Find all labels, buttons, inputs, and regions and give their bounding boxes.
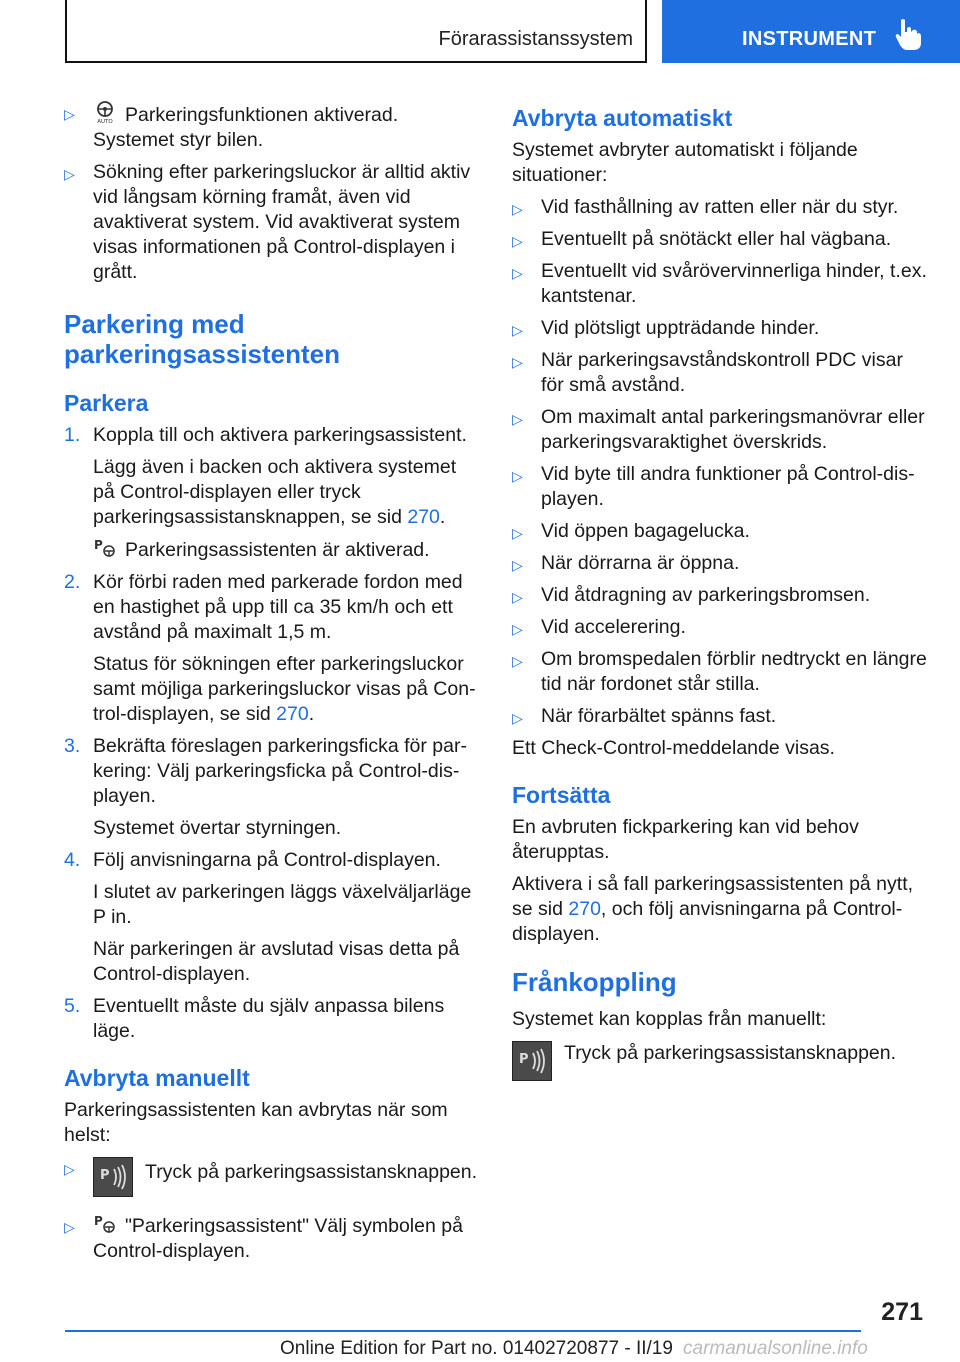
hand-pointer-icon [895,18,923,52]
bullet-text: Vid accelerering. [541,616,686,638]
step-number: 1. [64,424,81,446]
note-text: Lägg även i backen och aktivera systemet på Control-displayen eller tryck parkeringsassistansknappen, se sid [93,456,457,528]
step-text: Kör förbi raden med parkerade fordon med en hastighet på upp till ca 35 km/h och ett avstånd på maximalt 1,5 m. [93,571,463,643]
list-item [64,100,479,153]
paragraph-text: , och följ anvisningarna på Control-displayen. [512,898,903,945]
step-note [64,537,479,563]
list-item [512,551,928,576]
step-item [64,848,479,873]
list-item [64,160,479,285]
list-item [64,1213,479,1264]
bullet-text: Om bromspedalen förblir nedtryckt en längre tid när fordonet står stilla. [541,648,927,695]
bullet-text: Eventuellt vid svårövervinnerliga hinder, t.ex. kantstenar. [541,260,927,307]
header-chapter-tab [662,0,960,63]
step-note: Systemet övertar styrningen. [93,817,342,839]
triangle-bullet-icon: ▷ [64,106,75,122]
step-item [64,734,479,809]
step-text: Bekräfta föreslagen parkeringsficka för parkering: Välj parkeringsficka på Control-displayen. [93,735,467,807]
svg-text:P: P [519,1052,529,1067]
svg-text:P: P [94,1214,103,1228]
list-item [512,316,928,341]
list-item [512,704,928,729]
paragraph-text: Aktivera i så fall parkeringsassistenten på nytt, se sid [512,873,914,920]
list-item [512,259,928,309]
bullet-text: När dörrarna är öppna. [541,552,740,574]
bullet-text: Vid öppen bagagelucka. [541,520,750,542]
bullet-text: Eventuellt på snötäckt eller hal vägbana. [541,228,892,250]
step-note [64,652,479,727]
paragraph: Parkeringsassistenten kan avbrytas när som helst: [64,1099,448,1146]
triangle-bullet-icon: ▷ [64,1161,75,1177]
section-heading-off: Frånkoppling [512,967,677,997]
step-number: 4. [64,849,81,871]
page-link[interactable]: 270 [568,898,601,920]
note-text: . [439,506,446,528]
step-item [64,570,479,645]
triangle-bullet-icon: ▷ [512,322,523,338]
bullet-text: När förarbältet spänns fast. [541,705,777,727]
note-text: . [308,703,315,725]
note-text: Status för sökningen efter parkeringsluckor samt möjliga parkeringsluckor visas på Control-displayen, se sid [93,653,476,725]
list-item [512,583,928,608]
list-item [512,405,928,455]
bullet-text: Vid byte till andra funktioner på Control-displayen. [541,463,915,510]
triangle-bullet-icon: ▷ [512,589,523,605]
triangle-bullet-icon: ▷ [512,710,523,726]
triangle-bullet-icon: ▷ [512,557,523,573]
bullet-text: När parkeringsavståndskontroll PDC visar för små avstånd. [541,349,903,396]
list-item [512,348,928,398]
triangle-bullet-icon: ▷ [512,653,523,669]
triangle-bullet-icon: ▷ [512,621,523,637]
park-assist-icon [93,537,117,559]
note-text: Parkeringsassistenten är aktiverad. [125,539,430,561]
header-chapter-title: INSTRUMENT [742,28,877,50]
instruction-text: Tryck på parkeringsassistansknappen. [564,1042,897,1064]
footer-watermark: carmanualsonline.info [683,1338,868,1359]
paragraph: Systemet avbryter automatiskt i följande situationer: [512,139,858,186]
paragraph: Ett Check-Control-meddelande visas. [512,737,835,759]
park-assist-button-icon [512,1041,552,1081]
section-heading: Parkering med parkeringsassistenten [64,309,341,369]
triangle-bullet-icon: ▷ [64,1219,75,1235]
step-number: 3. [64,735,81,757]
step-text: Följ anvisningarna på Control-displayen. [93,849,441,871]
subsection-heading-park: Parkera [64,390,149,416]
list-item [512,227,928,252]
step-item [64,994,479,1044]
page-link[interactable]: 270 [407,506,440,528]
steering-wheel-auto-icon [93,100,117,124]
list-item [512,615,928,640]
triangle-bullet-icon: ▷ [512,265,523,281]
auto-cancel-list [512,195,928,729]
page-link[interactable]: 270 [276,703,309,725]
step-note: I slutet av parkeringen läggs växelväljarläge P in. [93,881,472,928]
list-item [64,1155,479,1201]
triangle-bullet-icon: ▷ [512,354,523,370]
page-number: 271 [881,1298,923,1326]
bullet-text: "Parkeringsassistent" Välj symbolen på Control-displayen. [93,1215,463,1262]
header-section-title: Förarassistanssystem [438,28,633,50]
list-item [512,195,928,220]
list-item [512,647,928,697]
paragraph: Systemet kan kopplas från manuellt: [512,1008,827,1030]
step-note: När parkeringen är avslutad visas detta på Control-displayen. [93,938,460,985]
bullet-text: Sökning efter parkeringsluckor är alltid aktiv vid långsam körning framåt, även vid avaktiverat system. Vid avaktiverat system visas informationen på Control-displayen i grått. [93,161,471,283]
triangle-bullet-icon: ▷ [512,525,523,541]
subsection-heading-manual: Avbryta manuellt [64,1065,250,1091]
triangle-bullet-icon: ▷ [512,233,523,249]
subsection-heading-auto: Avbryta automatiskt [512,105,733,131]
paragraph [512,872,928,947]
right-column [512,100,928,1097]
header-section-box [65,0,647,63]
list-item [512,462,928,512]
park-assist-button-icon [93,1157,133,1197]
step-note [64,455,479,530]
bullet-text: Vid plötsligt uppträdande hinder. [541,317,820,339]
left-column [64,100,479,1271]
step-text: Eventuellt måste du själv anpassa bilens läge. [93,995,445,1042]
bullet-text: Vid fasthållning av ratten eller när du styr. [541,196,899,218]
triangle-bullet-icon: ▷ [512,411,523,427]
list-item [512,1039,928,1085]
step-number: 5. [64,995,81,1017]
step-number: 2. [64,571,81,593]
subsection-heading-continue: Fortsätta [512,782,611,808]
footer-edition: Online Edition for Part no. 01402720877 - II/19 [280,1338,673,1359]
triangle-bullet-icon: ▷ [512,468,523,484]
footer-divider [65,1330,861,1332]
svg-text:P: P [100,1168,110,1183]
bullet-text: Parkeringsfunktionen aktiverad. Systemet styr bilen. [93,104,399,151]
park-assist-icon [93,1213,117,1235]
paragraph: En avbruten fickparkering kan vid behov återupptas. [512,816,859,863]
step-text: Koppla till och aktivera parkeringsassistent. [93,424,467,446]
bullet-text: Om maximalt antal parkeringsmanövrar eller parkeringsvaraktighet överskrids. [541,406,925,453]
list-item [512,519,928,544]
triangle-bullet-icon: ▷ [64,166,75,182]
svg-text:AUTO: AUTO [97,119,113,124]
bullet-text: Vid åtdragning av parkeringsbromsen. [541,584,871,606]
bullet-text: Tryck på parkeringsassistansknappen. [145,1161,478,1183]
step-item [64,423,479,448]
svg-text:P: P [94,538,103,552]
triangle-bullet-icon: ▷ [512,201,523,217]
